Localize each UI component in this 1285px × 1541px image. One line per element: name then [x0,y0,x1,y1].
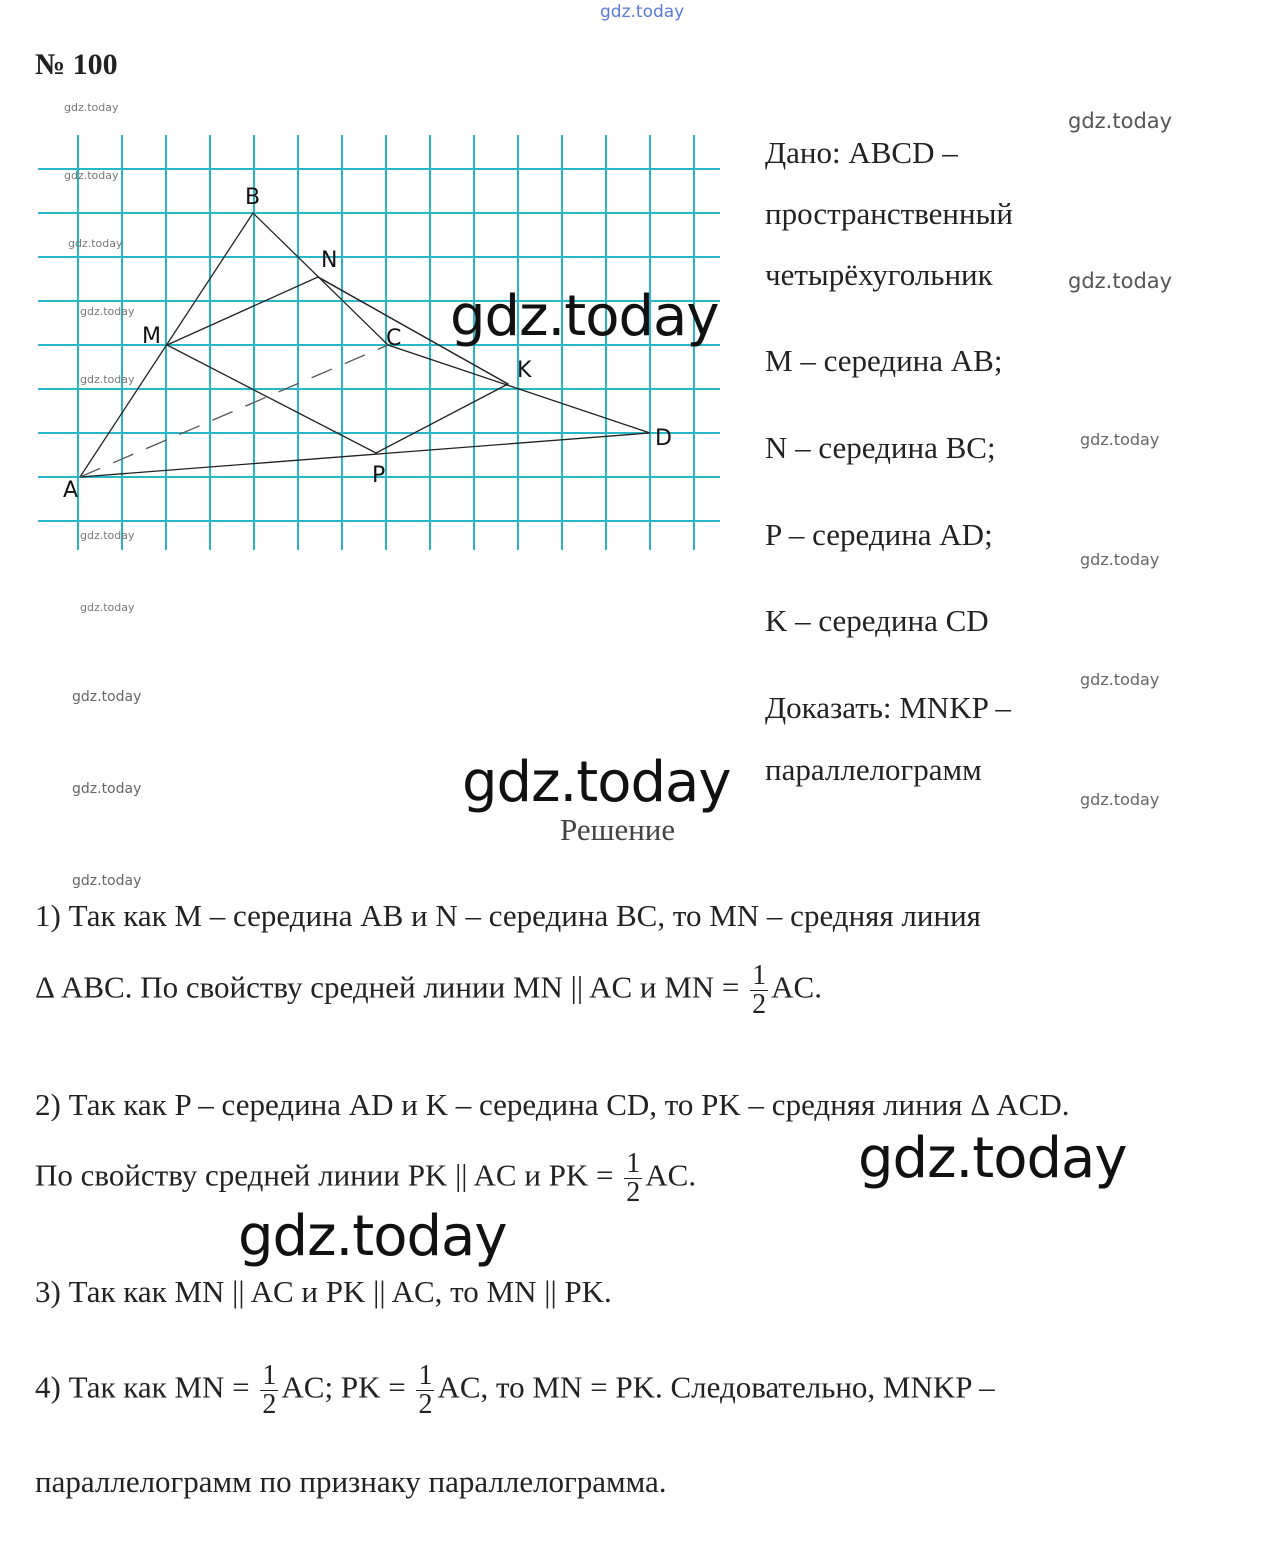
text: По свойству средней линии PK || AC и PK = [35,1157,614,1193]
given-line: N – середина BC; [765,430,996,465]
label-n: N [321,248,338,273]
fraction-one-half: $\frac{1}{2}$ [418,1360,433,1420]
step-1-line-2 [35,962,822,1019]
watermark: gdz.today [80,601,135,614]
watermark: gdz.today [1068,269,1173,293]
fraction-one-half: $\frac{1}{2}$ [626,1148,641,1208]
label-k: K [517,358,532,383]
step-1-line-1: 1) Так как M – середина AB и N – середина BC, то MN – средняя линия [35,898,981,933]
watermark: gdz.today [1080,550,1160,569]
watermark: gdz.today [858,1126,1127,1191]
given-line: параллелограмм [765,752,982,787]
step-4-line-2: параллелограмм по признаку параллелограмма. [35,1464,667,1499]
given-line: P – середина AD; [765,517,993,552]
watermark: gdz.today [1068,109,1173,133]
step-3: 3) Так как MN || AC и PK || AC, то MN || PK. [35,1274,612,1309]
step-2-line-2 [35,1150,696,1207]
watermark: gdz.today [64,101,119,114]
watermark: gdz.today [600,2,685,22]
watermark: gdz.today [80,305,135,318]
watermark: gdz.today [68,237,123,250]
figure-diagram [0,0,730,560]
text: AC. [771,969,822,1005]
watermark: gdz.today [450,284,719,349]
given-line: K – середина CD [765,603,989,638]
solution-heading: Решение [560,812,676,847]
given-line: M – середина AB; [765,343,1003,378]
watermark: gdz.today [72,781,142,797]
text: Δ ABC. По свойству средней линии MN || AC и MN = [35,969,740,1005]
label-a: A [63,478,79,503]
watermark: gdz.today [80,373,135,386]
given-line: четырёхугольник [765,257,993,292]
text: AC. [645,1157,697,1193]
given-line: Доказать: MNKP – [765,690,1011,725]
watermark: gdz.today [1080,790,1160,809]
watermark: gdz.today [80,529,135,542]
given-line: пространственный [765,196,1014,231]
text: AC; PK = [281,1369,406,1405]
label-b: B [245,185,261,210]
watermark: gdz.today [64,169,119,182]
step-4-line-1 [35,1362,995,1419]
watermark: gdz.today [462,750,731,815]
watermark: gdz.today [1080,430,1160,449]
label-c: C [386,326,402,351]
label-p: P [372,463,386,488]
label-d: D [655,426,672,451]
fraction-one-half: $\frac{1}{2}$ [752,960,767,1020]
text: 4) Так как MN = [35,1369,250,1405]
watermark: gdz.today [238,1204,507,1269]
watermark: gdz.today [1080,670,1160,689]
fraction-one-half: $\frac{1}{2}$ [262,1360,277,1420]
label-m: M [142,324,161,349]
text: AC, то MN = PK. Следовательно, MNKP – [437,1369,995,1405]
step-2-line-1: 2) Так как P – середина AD и K – середина CD, то PK – средняя линия Δ ACD. [35,1087,1070,1122]
watermark: gdz.today [72,873,142,889]
given-line: Дано: ABCD – [765,135,958,170]
watermark: gdz.today [72,689,142,705]
problem-number: № 100 [35,48,118,81]
